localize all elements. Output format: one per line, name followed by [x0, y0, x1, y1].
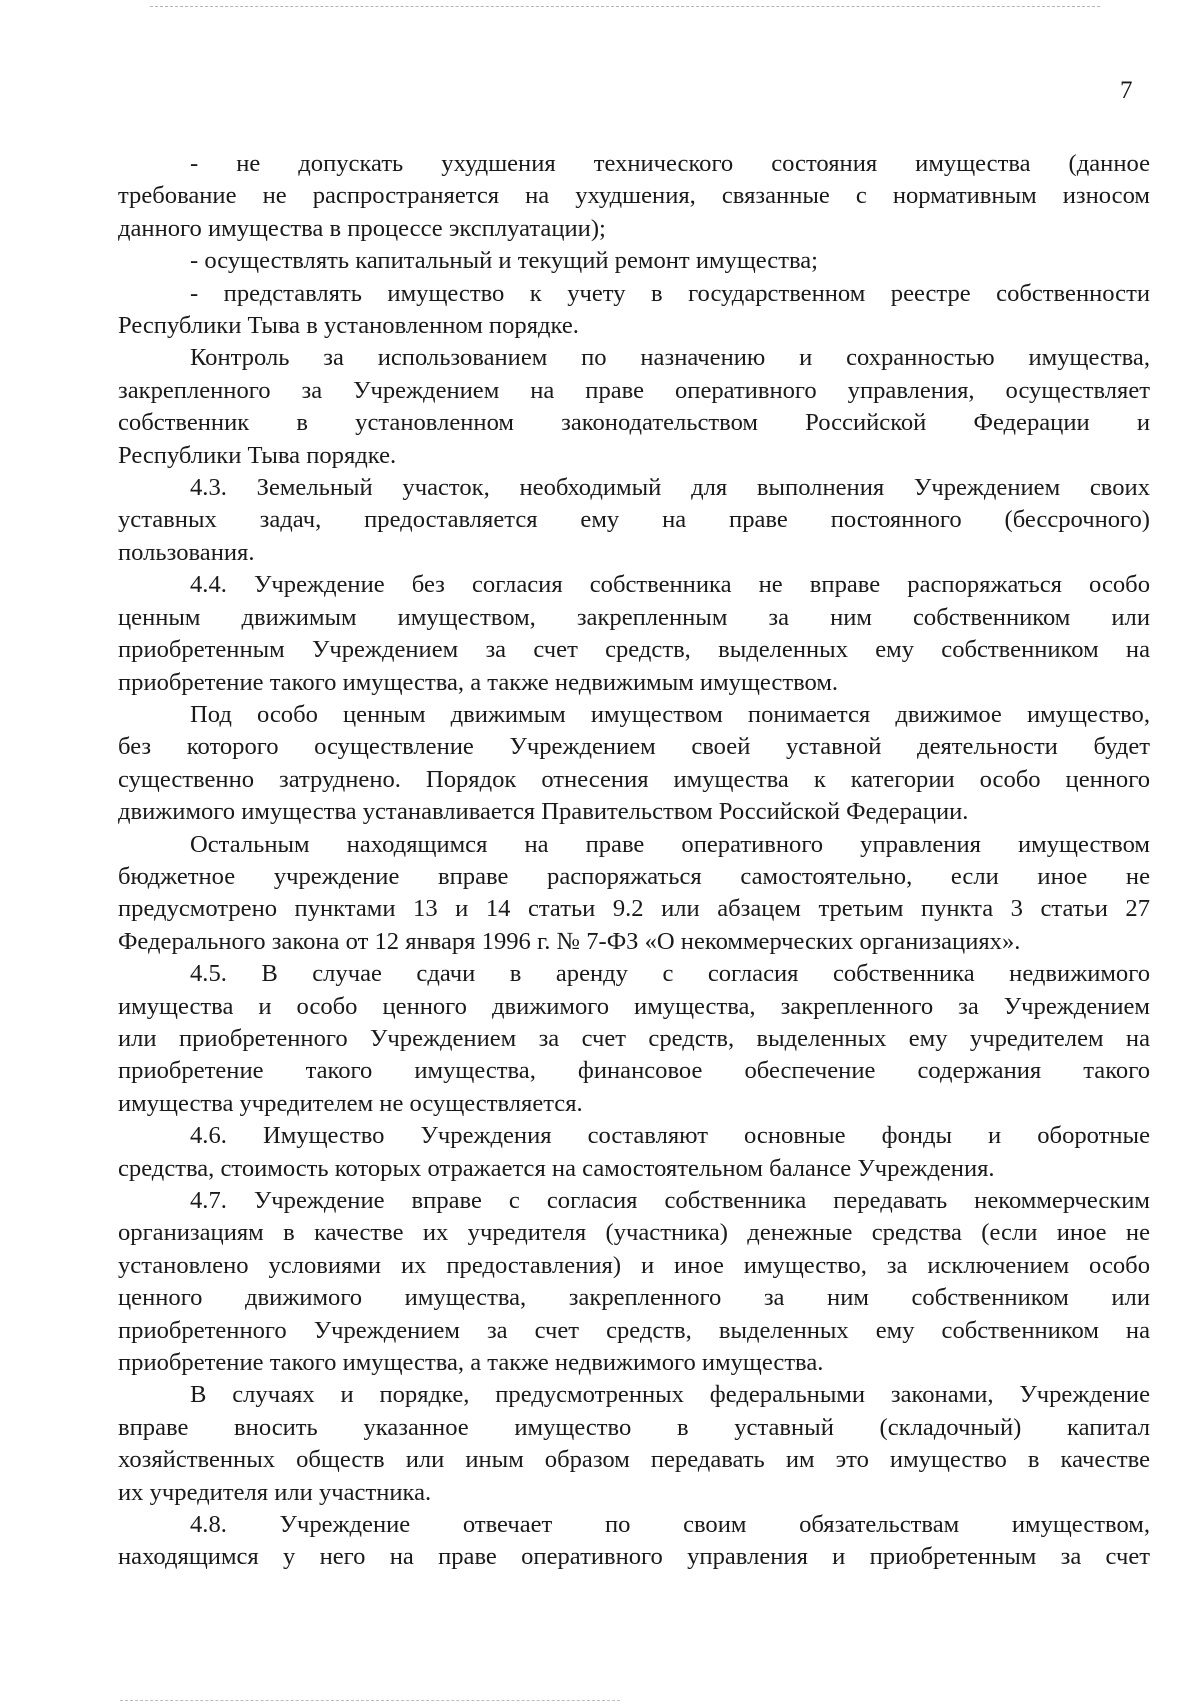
text-line: 4.3. Земельный участок, необходимый для выполнения Учреждением своих: [190, 474, 1150, 502]
paragraph: [118, 148, 1150, 245]
text-line: - осуществлять капитальный и текущий ремонт имущества;: [190, 247, 819, 275]
text-line: их учредителя или участника.: [118, 1478, 432, 1506]
text-line: организациям в качестве их учредителя (участника) денежные средства (если иное не: [118, 1219, 1150, 1247]
paragraph: [118, 699, 1150, 829]
text-line: бюджетное учреждение вправе распоряжаться самостоятельно, если иное не: [118, 862, 1150, 890]
text-line: вправе вносить указанное имущество в уставный (складочный) капитал: [118, 1413, 1150, 1441]
text-line: средства, стоимость которых отражается на самостоятельном балансе Учреждения.: [118, 1154, 995, 1182]
text-line: требование не распространяется на ухудшения, связанные с нормативным износом: [118, 182, 1150, 210]
paragraph: [118, 1120, 1150, 1185]
paragraph: [118, 342, 1150, 472]
text-line: ценного движимого имущества, закрепленного за ним собственником или: [118, 1284, 1150, 1312]
text-line: приобретение такого имущества, финансовое обеспечение содержания такого: [118, 1057, 1150, 1085]
scan-edge-top: [150, 6, 1100, 7]
text-line: закрепленного за Учреждением на праве оперативного управления, осуществляет: [118, 376, 1150, 404]
text-line: пользования.: [118, 538, 255, 566]
text-line: находящимся у него на праве оперативного управления и приобретенным за счет: [118, 1543, 1150, 1571]
text-line: приобретенным Учреждением за счет средств, выделенных ему собственником на: [118, 636, 1150, 664]
text-line: существенно затруднено. Порядок отнесения имущества к категории особо ценного: [118, 765, 1150, 793]
text-line: 4.8. Учреждение отвечает по своим обязательствам имуществом,: [190, 1511, 1150, 1539]
text-line: приобретение такого имущества, а также недвижимым имуществом.: [118, 668, 839, 696]
text-line: 4.5. В случае сдачи в аренду с согласия собственника недвижимого: [190, 960, 1150, 988]
paragraph: [118, 1379, 1150, 1509]
text-line: - представлять имущество к учету в государственном реестре собственности: [190, 279, 1150, 307]
text-line: имущества учредителем не осуществляется.: [118, 1089, 583, 1117]
paragraph: [118, 472, 1150, 569]
scan-edge-bottom: [120, 1700, 620, 1701]
text-line: без которого осуществление Учреждением своей уставной деятельности будет: [118, 733, 1150, 761]
text-line: ценным движимым имуществом, закрепленным за ним собственником или: [118, 603, 1150, 631]
text-line: хозяйственных обществ или иным образом передавать им это имущество в качестве: [118, 1446, 1150, 1474]
text-line: предусмотрено пунктами 13 и 14 статьи 9.2 или абзацем третьим пункта 3 статьи 27: [118, 895, 1150, 923]
text-line: Республики Тыва в установленном порядке.: [118, 312, 579, 340]
text-line: или приобретенного Учреждением за счет средств, выделенных ему учредителем на: [118, 1024, 1150, 1052]
paragraph: [118, 1509, 1150, 1574]
page-number: 7: [1120, 77, 1133, 104]
text-line: 4.7. Учреждение вправе с согласия собственника передавать некоммерческим: [190, 1187, 1150, 1214]
text-line: установлено условиями их предоставления) и иное имущество, за исключением особо: [118, 1251, 1150, 1279]
text-line: Федерального закона от 12 января 1996 г. № 7-ФЗ «О некоммерческих организациях».: [118, 927, 1021, 955]
paragraph: [118, 278, 1150, 343]
text-line: приобретение такого имущества, а также недвижимого имущества.: [118, 1349, 824, 1377]
text-line: 4.6. Имущество Учреждения составляют основные фонды и оборотные: [190, 1122, 1150, 1150]
text-line: Контроль за использованием по назначению и сохранностью имущества,: [190, 344, 1150, 372]
document-body: [118, 148, 1150, 1574]
text-line: приобретенного Учреждением за счет средств, выделенных ему собственником на: [118, 1316, 1150, 1344]
text-line: уставных задач, предоставляется ему на праве постоянного (бессрочного): [118, 506, 1150, 534]
text-line: движимого имущества устанавливается Правительством Российской Федерации.: [118, 798, 969, 826]
paragraph: [118, 569, 1150, 699]
text-line: - не допускать ухудшения технического состояния имущества (данное: [190, 150, 1150, 177]
text-line: собственник в установленном законодательством Российской Федерации и: [118, 409, 1150, 437]
text-line: Остальным находящимся на праве оперативного управления имуществом: [190, 830, 1150, 858]
text-line: имущества и особо ценного движимого имущества, закрепленного за Учреждением: [118, 992, 1150, 1020]
text-line: Республики Тыва порядке.: [118, 441, 397, 469]
text-line: 4.4. Учреждение без согласия собственника не вправе распоряжаться особо: [190, 571, 1150, 599]
paragraph: [118, 1185, 1150, 1379]
paragraph: [118, 245, 1150, 277]
text-line: В случаях и порядке, предусмотренных федеральными законами, Учреждение: [190, 1381, 1150, 1409]
paragraph: [118, 829, 1150, 959]
paragraph: [118, 958, 1150, 1120]
text-line: Под особо ценным движимым имуществом понимается движимое имущество,: [190, 700, 1150, 728]
text-line: данного имущества в процессе эксплуатации);: [118, 214, 606, 242]
